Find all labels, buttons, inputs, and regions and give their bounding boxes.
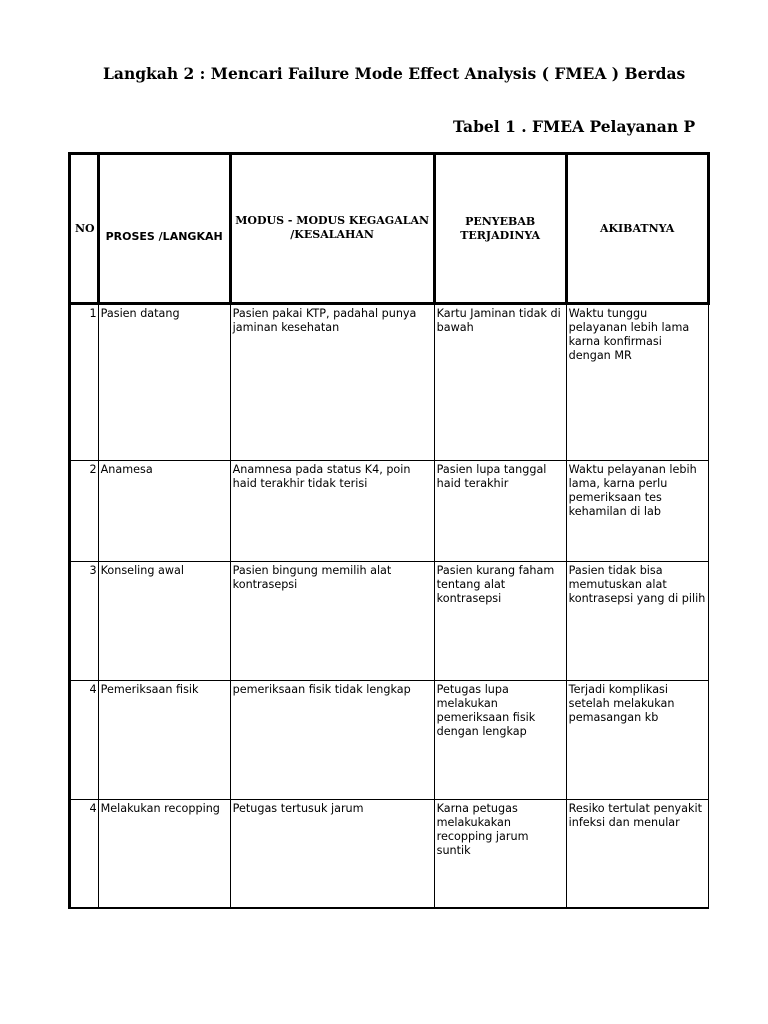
- row-penyebab: Pasien lupa tanggal haid terakhir: [434, 461, 566, 562]
- row-akibat: Resiko tertulat penyakit infeksi dan menular: [566, 800, 708, 908]
- row-akibat: Waktu pelayanan lebih lama, karna perlu pemeriksaan tes kehamilan di lab: [566, 461, 708, 562]
- row-akibat: Waktu tunggu pelayanan lebih lama karna konfirmasi dengan MR: [566, 304, 708, 461]
- table-caption: Tabel 1 . FMEA Pelayanan P: [453, 117, 696, 136]
- row-penyebab: Pasien kurang faham tentang alat kontrasepsi: [434, 562, 566, 681]
- row-modus: Pasien pakai KTP, padahal punya jaminan kesehatan: [230, 304, 434, 461]
- row-modus: Petugas tertusuk jarum: [230, 800, 434, 908]
- row-modus: Pasien bingung memilih alat kontrasepsi: [230, 562, 434, 681]
- row-akibat: Pasien tidak bisa memutuskan alat kontrasepsi yang di pilih: [566, 562, 708, 681]
- table-row: [70, 800, 709, 908]
- header-modus: MODUS - MODUS KEGAGALAN /KESALAHAN: [230, 154, 434, 304]
- row-no: 4: [70, 681, 99, 800]
- header-akibat: AKIBATNYA: [566, 154, 708, 304]
- table-header-row: [70, 154, 709, 304]
- row-modus: Anamnesa pada status K4, poin haid terakhir tidak terisi: [230, 461, 434, 562]
- table-row: [70, 681, 709, 800]
- row-proses: Anamesa: [98, 461, 230, 562]
- row-no: 2: [70, 461, 99, 562]
- table-row: [70, 304, 709, 461]
- row-akibat: Terjadi komplikasi setelah melakukan pemasangan kb: [566, 681, 708, 800]
- row-proses: Melakukan recopping: [98, 800, 230, 908]
- row-proses: Pasien datang: [98, 304, 230, 461]
- header-proses: PROSES /LANGKAH: [98, 154, 230, 304]
- row-modus: pemeriksaan fisik tidak lengkap: [230, 681, 434, 800]
- row-no: 3: [70, 562, 99, 681]
- table-row: [70, 461, 709, 562]
- row-proses: Pemeriksaan fisik: [98, 681, 230, 800]
- row-no: 1: [70, 304, 99, 461]
- row-no: 4: [70, 800, 99, 908]
- fmea-table: [68, 152, 710, 909]
- row-proses: Konseling awal: [98, 562, 230, 681]
- row-penyebab: Kartu Jaminan tidak di bawah: [434, 304, 566, 461]
- header-no: NO: [70, 154, 99, 304]
- row-penyebab: Karna petugas melakukakan recopping jarum suntik: [434, 800, 566, 908]
- table-row: [70, 562, 709, 681]
- row-penyebab: Petugas lupa melakukan pemeriksaan fisik dengan lengkap: [434, 681, 566, 800]
- header-penyebab: PENYEBAB TERJADINYA: [434, 154, 566, 304]
- document-heading: Langkah 2 : Mencari Failure Mode Effect Analysis ( FMEA ) Berdas: [103, 64, 686, 83]
